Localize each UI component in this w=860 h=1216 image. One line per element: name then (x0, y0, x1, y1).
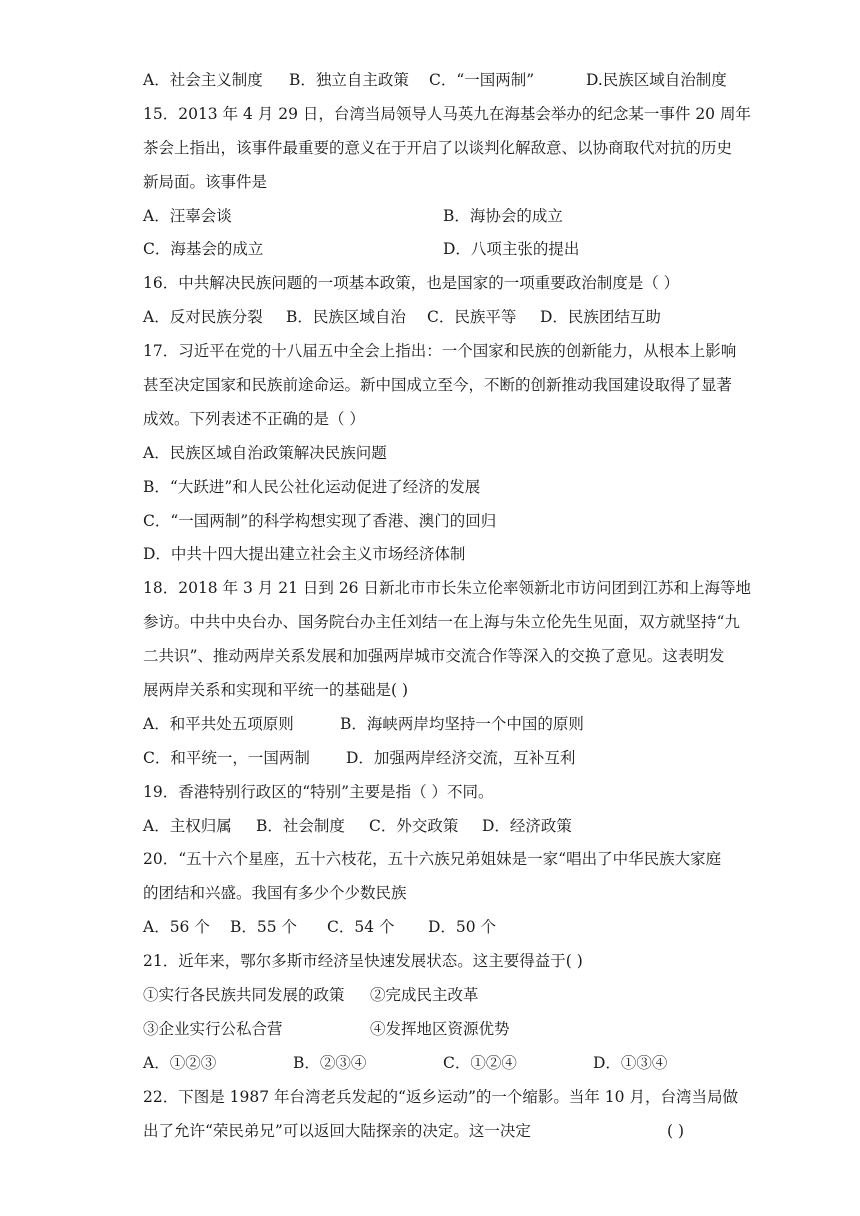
q18-stem-line: 18．2018 年 3 月 21 日到 26 日新北市市长朱立伦率领新北市访问团到江苏和上海等地 (143, 579, 751, 598)
question-21 (143, 945, 718, 1081)
question-20 (143, 843, 722, 945)
q21-item-4: ④发挥地区资源优势 (370, 1019, 510, 1038)
question-17 (143, 335, 737, 572)
q18-stem-line: 展两岸关系和实现和平统一的基础是( ) (143, 681, 409, 700)
q14-option-c: C．“一国两制” (429, 71, 535, 89)
q17-stem-line: 甚至决定国家和民族前途命运。新中国成立至今，不断的创新推动我国建设取得了显著 (143, 376, 733, 395)
q22-answer-blank: ( ) (666, 1121, 684, 1140)
q21-option-c: C．①②④ (443, 1053, 517, 1072)
q21-options (143, 1047, 718, 1081)
q19-option-c: C．外交政策 (369, 816, 459, 835)
q21-items-row (143, 979, 718, 1013)
q22-stem-text: 出了允许“荣民弟兄”可以返回大陆探亲的决定。这一决定 (143, 1121, 531, 1140)
q18-option-b: B．海峡两岸均坚持一个中国的原则 (340, 714, 584, 733)
q20-stem-line: 的团结和兴盛。我国有多少个少数民族 (143, 884, 407, 903)
q20-option-d: D．50 个 (428, 918, 497, 937)
q21-option-a: A．①②③ (143, 1053, 217, 1072)
q15-options-row (143, 233, 718, 267)
q21-items-row (143, 1013, 718, 1047)
q14-option-a: A．社会主义制度 (143, 71, 263, 89)
q20-option-b: B．55 个 (230, 918, 298, 937)
q14-option-d: D.民族区域自治制度 (586, 71, 727, 89)
q19-option-b: B．社会制度 (256, 816, 345, 835)
q20-option-a: A．56 个 (143, 918, 210, 937)
q15-option-d: D．八项主张的提出 (443, 240, 580, 259)
q16-option-c: C．民族平等 (427, 308, 517, 327)
q22-stem-line: 22．下图是 1987 年台湾老兵发起的“返乡运动”的一个缩影。当年 10 月，台湾当局做 (143, 1087, 738, 1106)
q18-option-c: C．和平统一，一国两制 (143, 748, 310, 767)
q19-stem-line: 19．香港特别行政区的“特别”主要是指（ ）不同。 (143, 782, 494, 801)
q19-option-d: D．经济政策 (482, 816, 572, 835)
q16-options (143, 301, 718, 335)
q18-stem-line: 参访。中共中央台办、国务院台办主任刘结一在上海与朱立伦先生见面，双方就坚持“九 (143, 613, 740, 632)
q17-option-d: D．中共十四大提出建立社会主义市场经济体制 (143, 545, 466, 564)
q17-option-c: C．“一国两制”的科学构想实现了香港、澳门的回归 (143, 511, 497, 530)
q19-options (143, 810, 718, 844)
question-22 (143, 1081, 738, 1149)
q18-option-d: D．加强两岸经济交流，互补互利 (346, 748, 576, 767)
question-15 (143, 98, 751, 267)
q18-option-a: A．和平共处五项原则 (143, 714, 294, 733)
q21-stem-line: 21．近年来，鄂尔多斯市经济呈快速发展状态。这主要得益于( ) (143, 952, 583, 971)
q16-stem-line: 16．中共解决民族问题的一项基本政策，也是国家的一项重要政治制度是（ ） (143, 274, 680, 293)
q16-option-b: B．民族区域自治 (286, 308, 406, 327)
q20-stem-line: 20．“五十六个星座，五十六枝花，五十六族兄弟姐妹是一家“唱出了中华民族大家庭 (143, 850, 722, 869)
q17-stem-line: 成效。下列表述不正确的是（ ） (143, 409, 365, 428)
q15-options-row (143, 200, 718, 234)
q21-item-2: ②完成民主改革 (370, 986, 479, 1005)
q21-option-d: D．①③④ (593, 1053, 668, 1072)
q15-option-a: A．汪辜会谈 (143, 206, 232, 225)
q21-item-1: ①实行各民族共同发展的政策 (143, 986, 345, 1005)
q18-stem-line: 二共识”、推动两岸关系发展和加强两岸城市交流合作等深入的交换了意见。这表明发 (143, 647, 725, 666)
q15-option-c: C．海基会的成立 (143, 240, 264, 259)
q20-options (143, 911, 718, 945)
q16-option-a: A．反对民族分裂 (143, 308, 263, 327)
q18-options-row (143, 742, 718, 776)
q16-option-d: D．民族团结互助 (540, 308, 661, 327)
q20-option-c: C．54 个 (327, 918, 395, 937)
question-18 (143, 572, 751, 775)
q18-options-row (143, 708, 718, 742)
question-19 (143, 776, 718, 844)
q15-stem-line: 茶会上指出，该事件最重要的意义在于开启了以谈判化解敌意、以协商取代对抗的历史 (143, 138, 733, 157)
q21-item-3: ③企业实行公私合营 (143, 1019, 283, 1038)
q21-option-b: B．②③④ (293, 1053, 367, 1072)
q15-stem-line: 15．2013 年 4 月 29 日，台湾当局领导人马英九在海基会举办的纪念某一事件 20 周年 (143, 104, 751, 123)
q17-stem-line: 17．习近平在党的十八届五中全会上指出：一个国家和民族的创新能力，从根本上影响 (143, 342, 737, 361)
q15-option-b: B．海协会的成立 (443, 206, 563, 225)
q15-stem-line: 新局面。该事件是 (143, 172, 268, 191)
q17-option-a: A．民族区域自治政策解决民族问题 (143, 443, 387, 462)
exam-page (143, 64, 751, 1149)
q14-option-b: B．独立自主政策 (289, 71, 409, 89)
q17-option-b: B．“大跃进”和人民公社化运动促进了经济的发展 (143, 477, 481, 496)
q22-stem-line-last (143, 1115, 718, 1149)
question-16 (143, 267, 718, 335)
q14-options (143, 64, 727, 98)
q19-option-a: A．主权归属 (143, 816, 232, 835)
